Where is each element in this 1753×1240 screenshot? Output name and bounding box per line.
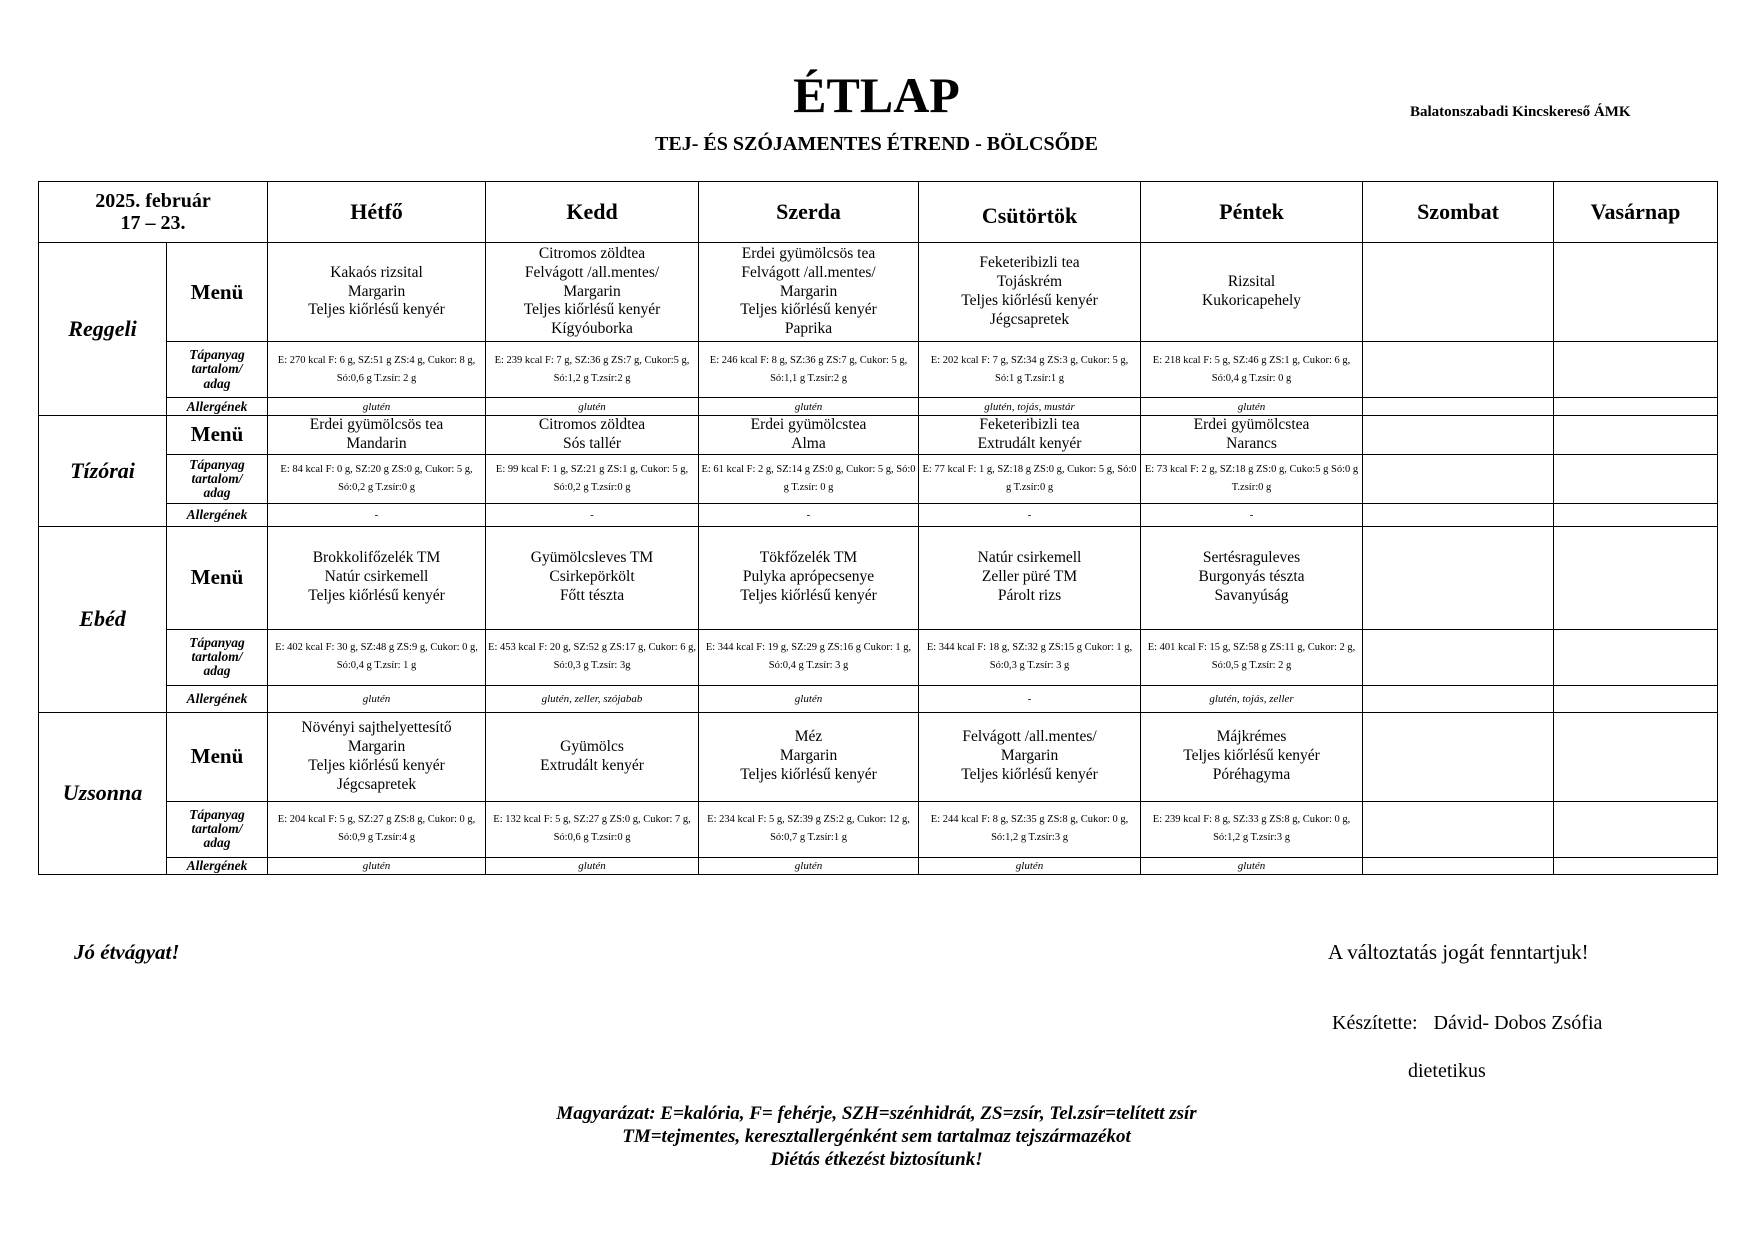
menu-item: Teljes kiőrlésű kenyér (308, 756, 445, 774)
menu-item: Feketeribizli tea (979, 254, 1080, 272)
nutrition-cell: E: 84 kcal F: 0 g, SZ:20 g ZS:0 g, Cukor: 5 g, Só:0,2 g T.zsír:0 g (268, 454, 486, 503)
menu-item: Csirkepörkölt (549, 568, 635, 586)
menu-cell (1554, 243, 1718, 342)
nutrition-label-line: Tápanyag (189, 347, 245, 363)
allergen-cell: glutén (486, 857, 699, 874)
menu-item: Savanyúság (1214, 587, 1289, 605)
nutrition-cell: E: 202 kcal F: 7 g, SZ:34 g ZS:3 g, Cukor: 5 g, Só:1 g T.zsír:1 g (919, 342, 1141, 398)
author-role: dietetikus (1408, 1060, 1486, 1082)
menu-cell (919, 526, 1141, 629)
menu-item: Kakaós rizsital (330, 263, 423, 281)
allergen-row-label: Allergének (167, 398, 268, 416)
allergen-cell: glutén, zeller, szójabab (486, 685, 699, 712)
day-header-thursday: Csütörtök (919, 182, 1141, 243)
nutrition-cell: E: 132 kcal F: 5 g, SZ:27 g ZS:0 g, Cukor: 7 g, Só:0,6 g T.zsír:0 g (486, 801, 699, 857)
menu-cell (1554, 712, 1718, 801)
day-header-sunday: Vasárnap (1554, 182, 1718, 243)
menu-item: Teljes kiőrlésű kenyér (740, 587, 877, 605)
menu-item: Teljes kiőrlésű kenyér (523, 301, 661, 319)
nutrition-cell: E: 239 kcal F: 7 g, SZ:36 g ZS:7 g, Cukor:5 g, Só:1,2 g T.zsír:2 g (486, 342, 699, 398)
menu-cell (699, 243, 919, 342)
allergen-cell: glutén (919, 857, 1141, 874)
menu-item: Erdei gyümölcstea (1193, 416, 1310, 433)
menu-cell (1141, 243, 1363, 342)
menu-row-label: Menü (167, 416, 268, 455)
menu-item: Margarin (779, 747, 838, 765)
nutrition-label-line: tartalom/ (191, 649, 243, 665)
menu-item: Erdei gyümölcsös tea (741, 244, 876, 262)
date-range-month: 2025. február (95, 190, 211, 212)
menu-item: Párolt rizs (997, 587, 1062, 605)
day-header-saturday: Szombat (1363, 182, 1554, 243)
nutrition-cell: E: 401 kcal F: 15 g, SZ:58 g ZS:11 g, Cukor: 2 g, Só:0,5 g T.zsír: 2 g (1141, 629, 1363, 685)
menu-cell (1141, 416, 1363, 455)
menu-row-label: Menü (167, 243, 268, 342)
header-row (39, 182, 1718, 243)
meal-menu-row (39, 243, 1718, 342)
menu-item: Margarin (347, 737, 406, 755)
nutrition-cell: E: 453 kcal F: 20 g, SZ:52 g ZS:17 g, Cukor: 6 g, Só:0,3 g T.zsír: 3g (486, 629, 699, 685)
menu-item: Teljes kiőrlésű kenyér (961, 292, 1098, 309)
allergen-cell: glutén (486, 398, 699, 416)
menu-cell (268, 526, 486, 629)
day-header-monday: Hétfő (268, 182, 486, 243)
allergen-cell: glutén, tojás, zeller (1141, 685, 1363, 712)
allergen-cell (1363, 503, 1554, 526)
nutrition-cell: E: 344 kcal F: 19 g, SZ:29 g ZS:16 g Cukor: 1 g, Só:0,4 g T.zsír: 3 g (699, 629, 919, 685)
author-line (1332, 1012, 1602, 1035)
menu-cell (699, 526, 919, 629)
allergen-cell (1363, 857, 1554, 874)
allergen-cell: glutén (268, 398, 486, 416)
meal-nutrition-row (39, 454, 1718, 503)
allergen-cell: glutén (1141, 857, 1363, 874)
nutrition-cell (1363, 801, 1554, 857)
menu-item: Paprika (784, 320, 833, 338)
allergen-cell: - (1141, 503, 1363, 526)
menu-item: Főtt tészta (559, 587, 625, 605)
menu-table (38, 181, 1718, 875)
allergen-cell: - (268, 503, 486, 526)
day-header-friday: Péntek (1141, 182, 1363, 243)
allergen-cell: glutén (1141, 398, 1363, 416)
menu-table-body (39, 182, 1718, 875)
nutrition-cell: E: 402 kcal F: 30 g, SZ:48 g ZS:9 g, Cukor: 0 g, Só:0,4 g T.zsír: 1 g (268, 629, 486, 685)
menu-item: Gyümölcs (560, 737, 624, 755)
allergen-cell (1554, 685, 1718, 712)
allergen-cell: glutén (699, 685, 919, 712)
nutrition-cell (1554, 801, 1718, 857)
greeting-text: Jó étvágyat! (74, 940, 180, 964)
nutrition-label-line: adag (203, 484, 231, 500)
nutrition-cell (1363, 629, 1554, 685)
legend-line: Diétás étkezést biztosítunk! (770, 1148, 983, 1170)
menu-row-label: Menü (167, 712, 268, 801)
menu-item: Felvágott /all.mentes/ (962, 728, 1097, 746)
menu-item: Teljes kiőrlésű kenyér (961, 766, 1098, 784)
nutrition-cell: E: 73 kcal F: 2 g, SZ:18 g ZS:0 g, Cuko:5 g Só:0 g T.zsír:0 g (1141, 454, 1363, 503)
allergen-cell: glutén (268, 685, 486, 712)
date-range-cell (39, 182, 268, 243)
meal-name: Tízórai (39, 416, 167, 527)
menu-cell (1363, 243, 1554, 342)
nutrition-cell: E: 244 kcal F: 8 g, SZ:35 g ZS:8 g, Cukor: 0 g, Só:1,2 g T.zsír:3 g (919, 801, 1141, 857)
menu-item: Teljes kiőrlésű kenyér (740, 301, 877, 319)
allergen-cell (1554, 398, 1718, 416)
nutrition-cell: E: 239 kcal F: 8 g, SZ:33 g ZS:8 g, Cukor: 0 g, Só:1,2 g T.zsír:3 g (1141, 801, 1363, 857)
allergen-cell: glutén (699, 857, 919, 874)
nutrition-label-line: adag (203, 663, 231, 679)
meal-nutrition-row (39, 342, 1718, 398)
menu-item: Felvágott /all.mentes/ (741, 263, 876, 281)
meal-name: Uzsonna (39, 712, 167, 874)
menu-row-label: Menü (167, 526, 268, 629)
meal-allergen-row (39, 503, 1718, 526)
nutrition-cell: E: 234 kcal F: 5 g, SZ:39 g ZS:2 g, Cukor: 12 g, Só:0,7 g T.zsír:1 g (699, 801, 919, 857)
menu-cell (919, 712, 1141, 801)
menu-cell (268, 712, 486, 801)
allergen-cell: - (919, 503, 1141, 526)
legend-line: Magyarázat: E=kalória, F= fehérje, SZH=szénhidrát, ZS=zsír, Tel.zsír=telített zsír (556, 1103, 1197, 1124)
menu-cell (1554, 526, 1718, 629)
menu-item: Erdei gyümölcstea (750, 416, 867, 433)
nutrition-cell: E: 270 kcal F: 6 g, SZ:51 g ZS:4 g, Cukor: 8 g, Só:0,6 g T.zsír: 2 g (268, 342, 486, 398)
menu-item: Zeller püré TM (981, 568, 1078, 586)
nutrition-cell: E: 218 kcal F: 5 g, SZ:46 g ZS:1 g, Cukor: 6 g, Só:0,4 g T.zsír: 0 g (1141, 342, 1363, 398)
menu-cell (1554, 416, 1718, 455)
nutrition-cell (1554, 342, 1718, 398)
menu-cell (486, 243, 699, 342)
menu-cell (268, 243, 486, 342)
meal-menu-row (39, 416, 1718, 455)
menu-cell (919, 243, 1141, 342)
menu-item: Póréhagyma (1212, 766, 1291, 784)
nutrition-cell: E: 246 kcal F: 8 g, SZ:36 g ZS:7 g, Cukor: 5 g, Só:1,1 g T.zsír:2 g (699, 342, 919, 398)
allergen-cell (1363, 685, 1554, 712)
nutrition-row-label (167, 454, 268, 503)
menu-item: Rizsital (1227, 273, 1276, 291)
meal-name: Ebéd (39, 526, 167, 712)
nutrition-cell: E: 77 kcal F: 1 g, SZ:18 g ZS:0 g, Cukor: 5 g, Só:0 g T.zsír:0 g (919, 454, 1141, 503)
organization-name: Balatonszabadi Kincskereső ÁMK (1410, 104, 1631, 120)
menu-item: Brokkolifőzelék TM (312, 549, 441, 567)
nutrition-cell: E: 344 kcal F: 18 g, SZ:32 g ZS:15 g Cukor: 1 g, Só:0,3 g T.zsír: 3 g (919, 629, 1141, 685)
meal-menu-row (39, 712, 1718, 801)
legend (0, 1103, 1753, 1171)
menu-item: Alma (791, 434, 826, 452)
menu-cell (486, 526, 699, 629)
menu-item: Teljes kiőrlésű kenyér (1183, 747, 1320, 765)
menu-item: Sertésraguleves (1202, 549, 1301, 567)
nutrition-cell: E: 61 kcal F: 2 g, SZ:14 g ZS:0 g, Cukor: 5 g, Só:0 g T.zsír: 0 g (699, 454, 919, 503)
nutrition-cell (1363, 454, 1554, 503)
day-header-wednesday: Szerda (699, 182, 919, 243)
menu-cell (1363, 416, 1554, 455)
allergen-row-label: Allergének (167, 685, 268, 712)
nutrition-label-line: adag (203, 835, 231, 851)
menu-item: Citromos zöldtea (538, 244, 646, 262)
allergen-cell (1554, 857, 1718, 874)
nutrition-cell: E: 204 kcal F: 5 g, SZ:27 g ZS:8 g, Cukor: 0 g, Só:0,9 g T.zsír:4 g (268, 801, 486, 857)
allergen-cell: - (699, 503, 919, 526)
menu-item: Jégcsapretek (989, 310, 1070, 328)
menu-item: Extrudált kenyér (540, 756, 644, 774)
legend-line: TM=tejmentes, keresztallergénként sem tartalmaz tejszármazékot (622, 1125, 1131, 1147)
date-range-days: 17 – 23. (120, 212, 186, 234)
meal-nutrition-row (39, 801, 1718, 857)
menu-item: Pulyka aprópecsenye (742, 568, 875, 586)
menu-item: Növényi sajthelyettesítő (301, 719, 452, 736)
day-header-tuesday: Kedd (486, 182, 699, 243)
menu-item: Teljes kiőrlésű kenyér (308, 587, 445, 605)
nutrition-label-line: tartalom/ (191, 361, 243, 377)
menu-item: Narancs (1226, 434, 1277, 452)
menu-item: Gyümölcsleves TM (530, 549, 654, 567)
menu-item: Teljes kiőrlésű kenyér (308, 301, 445, 319)
menu-item: Citromos zöldtea (538, 416, 646, 433)
nutrition-label-line: tartalom/ (191, 470, 243, 486)
allergen-row-label: Allergének (167, 503, 268, 526)
meal-allergen-row (39, 398, 1718, 416)
menu-item: Tökfőzelék TM (759, 549, 858, 567)
page-title: ÉTLAP (793, 67, 960, 123)
allergen-cell: glutén (699, 398, 919, 416)
allergen-row-label: Allergének (167, 857, 268, 874)
menu-cell (699, 712, 919, 801)
allergen-cell (1363, 398, 1554, 416)
nutrition-row-label (167, 342, 268, 398)
menu-item: Margarin (347, 282, 406, 300)
menu-item: Natúr csirkemell (324, 568, 429, 586)
menu-cell (1363, 712, 1554, 801)
menu-cell (268, 416, 486, 455)
menu-cell (486, 712, 699, 801)
menu-item: Mandarin (346, 434, 407, 452)
menu-item: Méz (794, 728, 823, 746)
meal-name: Reggeli (39, 243, 167, 416)
menu-item: Margarin (779, 282, 838, 300)
menu-cell (1363, 526, 1554, 629)
nutrition-cell (1554, 629, 1718, 685)
nutrition-label-line: tartalom/ (191, 821, 243, 837)
menu-item: Natúr csirkemell (977, 549, 1082, 567)
menu-item: Felvágott /all.mentes/ (524, 263, 660, 281)
meal-nutrition-row (39, 629, 1718, 685)
menu-item: Tojáskrém (996, 273, 1063, 291)
menu-cell (1141, 526, 1363, 629)
menu-item: Margarin (563, 282, 621, 300)
menu-cell (486, 416, 699, 455)
author-name: Dávid- Dobos Zsófia (1433, 1012, 1603, 1034)
nutrition-row-label (167, 801, 268, 857)
menu-item: Margarin (1000, 747, 1059, 765)
nutrition-cell: E: 99 kcal F: 1 g, SZ:21 g ZS:1 g, Cukor: 5 g, Só:0,2 g T.zsír:0 g (486, 454, 699, 503)
menu-cell (1141, 712, 1363, 801)
nutrition-label-line: Tápanyag (189, 456, 245, 472)
menu-item: Burgonyás tészta (1198, 568, 1305, 586)
nutrition-label-line: Tápanyag (189, 807, 245, 823)
meal-allergen-row (39, 685, 1718, 712)
menu-item: Májkrémes (1216, 728, 1287, 746)
menu-item: Sós tallér (562, 434, 622, 452)
page-subtitle: TEJ- ÉS SZÓJAMENTES ÉTREND - BÖLCSŐDE (655, 133, 1098, 155)
allergen-cell: glutén (268, 857, 486, 874)
menu-item: Jégcsapretek (336, 775, 417, 793)
menu-cell (699, 416, 919, 455)
allergen-cell: - (486, 503, 699, 526)
allergen-cell: - (919, 685, 1141, 712)
nutrition-label-line: Tápanyag (189, 635, 245, 651)
menu-item: Extrudált kenyér (977, 434, 1082, 452)
nutrition-cell (1554, 454, 1718, 503)
allergen-cell: glutén, tojás, mustár (919, 398, 1141, 416)
nutrition-label-line: adag (203, 375, 231, 391)
disclaimer-text: A változtatás jogát fenntartjuk! (1328, 940, 1589, 964)
author-label: Készítette: (1332, 1012, 1418, 1034)
allergen-cell (1554, 503, 1718, 526)
menu-item: Teljes kiőrlésű kenyér (740, 766, 877, 784)
menu-cell (919, 416, 1141, 455)
nutrition-row-label (167, 629, 268, 685)
menu-item: Kígyóuborka (551, 320, 633, 338)
nutrition-cell (1363, 342, 1554, 398)
menu-item: Erdei gyümölcsös tea (309, 416, 444, 433)
meal-allergen-row (39, 857, 1718, 874)
meal-menu-row (39, 526, 1718, 629)
menu-item: Feketeribizli tea (979, 416, 1080, 433)
menu-item: Kukoricapehely (1202, 292, 1302, 309)
